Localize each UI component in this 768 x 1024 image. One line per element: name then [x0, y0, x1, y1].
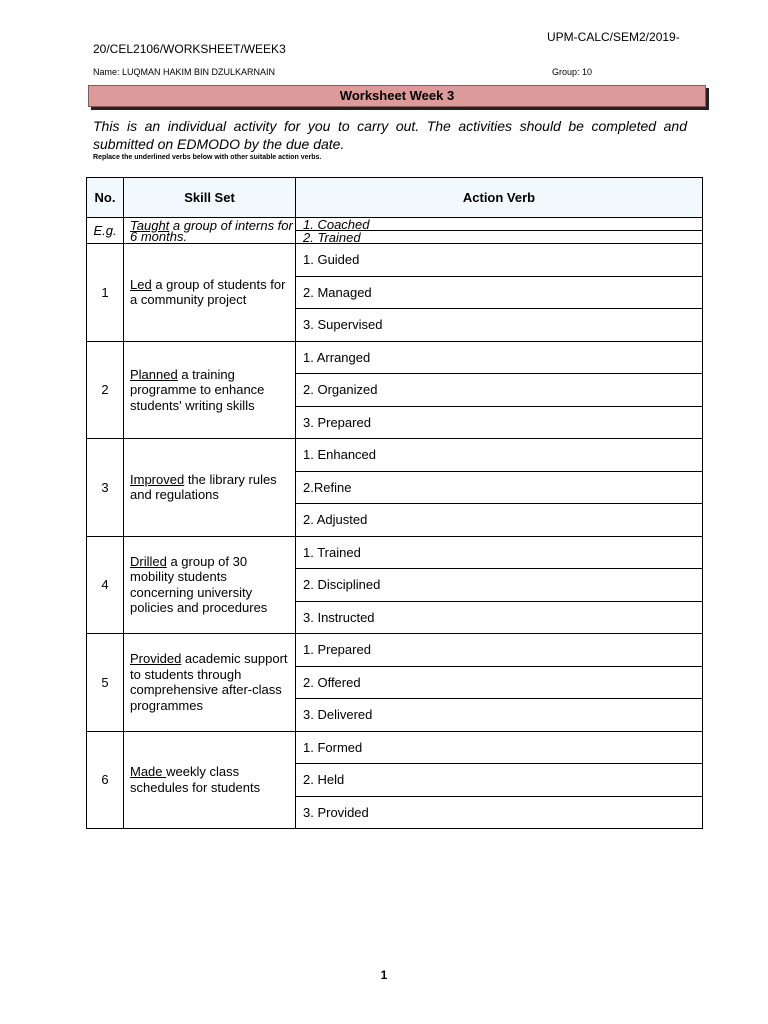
worksheet-title: Worksheet Week 3 — [88, 85, 706, 107]
action-verb-cell: 3. Prepared — [296, 406, 703, 439]
row-number: 3 — [87, 439, 124, 537]
underlined-verb: Planned — [130, 366, 178, 382]
document-code-line2: 20/CEL2106/WORKSHEET/WEEK3 — [93, 42, 286, 56]
skill-description: academic support to students through comprehensive after-class programmes — [130, 651, 288, 713]
header-action-verb: Action Verb — [296, 178, 703, 218]
action-verb-cell: 2. Held — [296, 764, 703, 797]
action-verb-cell: 3. Instructed — [296, 601, 703, 634]
header-skill-set: Skill Set — [124, 178, 296, 218]
action-verb-cell: 1. Arranged — [296, 341, 703, 374]
group-number: Group: 10 — [552, 67, 593, 77]
instructions-note: Replace the underlined verbs below with other suitable action verbs. — [93, 154, 322, 161]
example-verb-word: Taught — [130, 217, 170, 233]
example-skill — [124, 218, 296, 244]
action-verb-cell: 3. Provided — [296, 796, 703, 829]
row-number: 6 — [87, 731, 124, 829]
action-verb-cell: 1. Guided — [296, 244, 703, 277]
action-verb-cell: 1. Trained — [296, 536, 703, 569]
underlined-verb: Made — [130, 764, 167, 780]
table-row — [87, 536, 703, 569]
instructions-paragraph: This is an individual activity for you to carry out. The activities should be completed and submitted on EDMODO by the due date. — [93, 118, 687, 152]
table-header-row — [87, 178, 703, 218]
action-verb-cell: 2. Offered — [296, 666, 703, 699]
row-number: 1 — [87, 244, 124, 342]
skill-description: weekly class schedules for students — [130, 764, 261, 795]
table-row — [87, 341, 703, 374]
student-name: Name: LUQMAN HAKIM BIN DZULKARNAIN — [93, 67, 276, 77]
example-verb-1: 1. Coached — [296, 218, 703, 231]
example-verb-2: 2. Trained — [296, 231, 703, 244]
table-row — [87, 244, 703, 277]
example-skill-rest: a group of interns for 6 months. — [130, 217, 293, 244]
action-verb-cell: 2. Adjusted — [296, 504, 703, 537]
page-number: 1 — [380, 968, 388, 982]
document-code-line1: UPM-CALC/SEM2/2019- — [547, 30, 680, 44]
skill-set-cell — [124, 244, 296, 342]
skill-set-cell — [124, 731, 296, 829]
action-verb-table — [86, 177, 703, 829]
table-row — [87, 439, 703, 472]
skill-description: a group of 30 mobility students concerning university policies and procedures — [130, 553, 268, 616]
underlined-verb: Provided — [130, 651, 182, 667]
skill-description: a training programme to enhance students' writing skills — [130, 366, 265, 413]
underlined-verb: Drilled — [130, 553, 167, 569]
action-verb-cell: 2.Refine — [296, 471, 703, 504]
skill-set-cell — [124, 634, 296, 732]
row-number: 4 — [87, 536, 124, 634]
action-verb-cell: 1. Formed — [296, 731, 703, 764]
underlined-verb: Improved — [130, 471, 185, 487]
header-no: No. — [87, 178, 124, 218]
action-verb-cell: 1. Prepared — [296, 634, 703, 667]
action-verb-cell: 2. Organized — [296, 374, 703, 407]
action-verb-cell: 2. Managed — [296, 276, 703, 309]
skill-description: a group of students for a community project — [130, 276, 286, 308]
example-row — [87, 218, 703, 231]
underlined-verb: Led — [130, 276, 152, 292]
action-verb-cell: 2. Disciplined — [296, 569, 703, 602]
skill-set-cell — [124, 341, 296, 439]
skill-set-cell — [124, 536, 296, 634]
action-verb-cell: 3. Supervised — [296, 309, 703, 342]
row-number: 2 — [87, 341, 124, 439]
table-row — [87, 731, 703, 764]
action-verb-cell: 3. Delivered — [296, 699, 703, 732]
skill-description: the library rules and regulations — [130, 471, 277, 503]
example-label: E.g. — [87, 218, 124, 244]
table-row — [87, 634, 703, 667]
action-verb-cell: 1. Enhanced — [296, 439, 703, 472]
skill-set-cell — [124, 439, 296, 537]
row-number: 5 — [87, 634, 124, 732]
